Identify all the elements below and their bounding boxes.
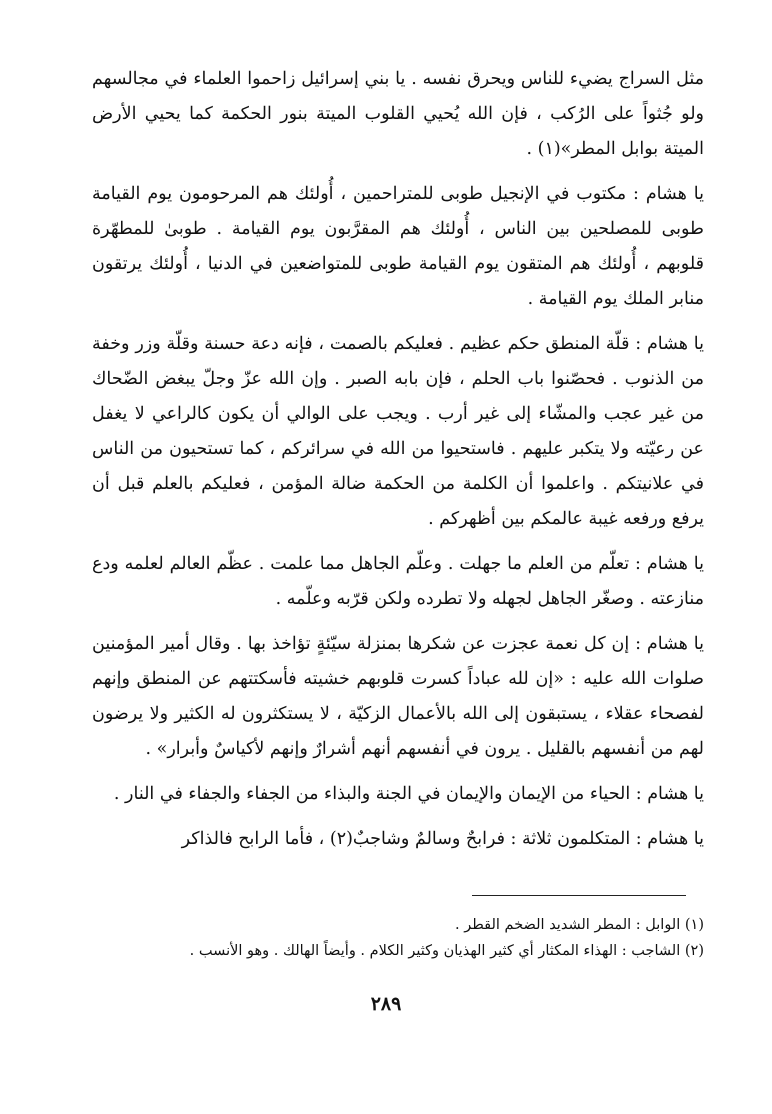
paragraph-gap (92, 617, 704, 627)
paragraph-gap (92, 767, 704, 777)
paragraph-2: يا هشام : مكتوب في الإنجيل طوبى للمتراحمين ، أُولئك هم المرحومون يوم القيامة طوبى للمصلحين بين الناس ، أُولئك هم المقرَّبون يوم القيامة . طوبىٰ للمطهّرة قلوبهم ، أُولئك هم المتقون يوم القيامة طوبى للمتواضعين في الدنيا ، أُولئك يرتقون منابر الملك يوم القيامة . (92, 184, 704, 309)
paragraph-4: يا هشام : تعلّم من العلم ما جهلت . وعلّم الجاهل مما علمت . عظّم العالم لعلمه ودع منازعته . وصغّر الجاهل لجهله ولا تطرده ولكن قرّبه وعلّمه . (92, 554, 704, 609)
page-number: ٢٨٩ (370, 993, 402, 1015)
footnotes (92, 912, 704, 964)
paragraph-6: يا هشام : الحياء من الإيمان والإيمان في الجنة والبذاء من الجفاء والجفاء في النار . (113, 784, 704, 804)
paragraph-5: يا هشام : إن كل نعمة عجزت عن شكرها بمنزلة سيّئةٍ تؤاخذ بها . وقال أمير المؤمنين صلوات الله عليه : «إن لله عباداً كسرت قلوبهم خشيته فأسكتتهم عن المنطق وإنهم لفصحاء عقلاء ، يستبقون إلى الله بالأعمال الزكيّة ، لا يستكثرون له الكثير ولا يرضون لهم من أنفسهم بالقليل . يرون في أنفسهم أنهم أشرارٌ وإنهم لأكياسٌ وأبرار» . (92, 634, 704, 759)
paragraph-gap (92, 812, 704, 822)
footnote-divider (472, 895, 686, 896)
paragraph-gap (92, 167, 704, 177)
page-body (92, 62, 704, 857)
footnote-1: (١) الوابل : المطر الشديد الضخم القطر . (455, 917, 704, 933)
paragraph-gap (92, 317, 704, 327)
paragraph-1: مثل السراج يضيء للناس ويحرق نفسه . يا بني إسرائيل زاحموا العلماء في مجالسهم ولو جُثواً على الرُكب ، فإن الله يُحيي القلوب الميتة بنور الحكمة كما يحيي الأرض الميتة بوابل المطر»(١) . (92, 69, 704, 159)
footnote-2: (٢) الشاجب : الهذاء المكثار أي كثير الهذيان وكثير الكلام . وأيضاً الهالك . وهو الأنسب . (189, 943, 704, 959)
paragraph-gap (92, 537, 704, 547)
paragraph-7: يا هشام : المتكلمون ثلاثة : فرابحٌ وسالمٌ وشاجبٌ(٢) ، فأما الرابح فالذاكر (181, 829, 704, 849)
paragraph-3: يا هشام : قلّة المنطق حكم عظيم . فعليكم بالصمت ، فإنه دعة حسنة وقلّة وزر وخفة من الذنوب . فحصّنوا باب الحلم ، فإن بابه الصبر . وإن الله عزّ وجلّ يبغض الضّحاك من غير عجب والمشّاء إلى غير أرب . ويجب على الوالي أن يكون كالراعي لا يغفل عن رعيّته ولا يتكبر عليهم . فاستحيوا من الله في سرائركم ، كما تستحيون من الناس في علانيتكم . واعلموا أن الكلمة من الحكمة ضالة المؤمن ، فعليكم بالعلم قبل أن يرفع ورفعه غيبة عالمكم بين أظهركم . (92, 334, 704, 529)
